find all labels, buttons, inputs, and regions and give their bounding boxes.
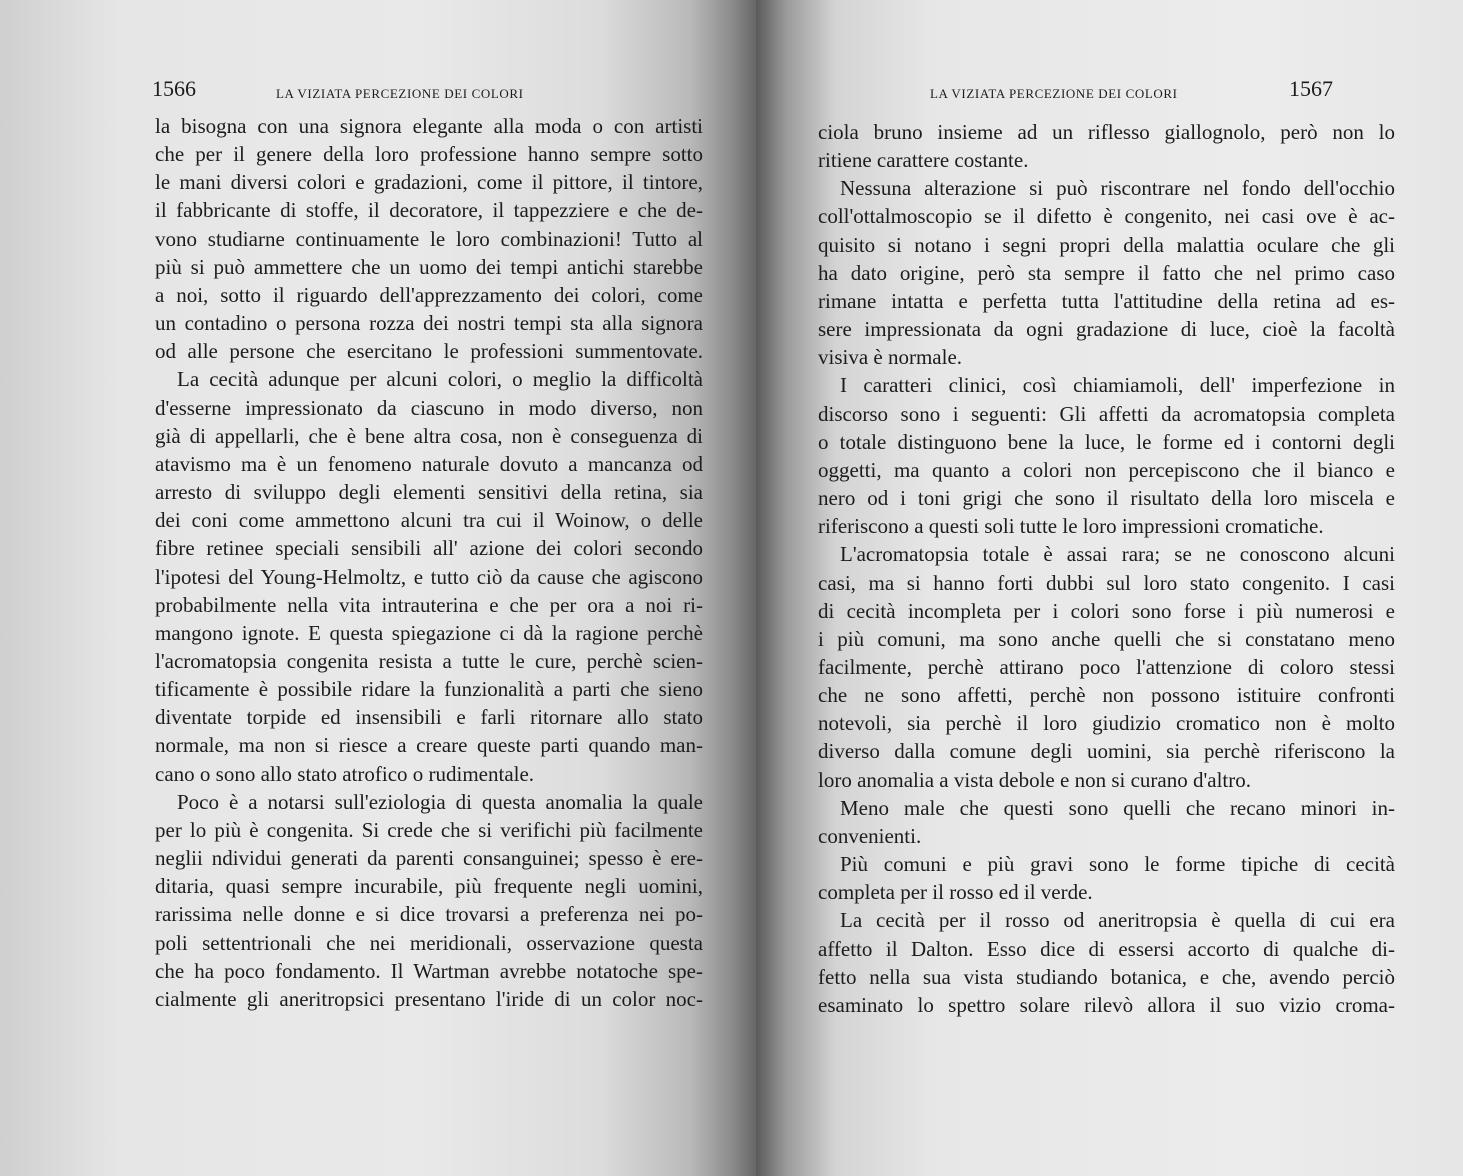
text-line: L'acromatopsia totale è assai rara; se ne conoscono alcuni <box>840 542 1395 567</box>
text-line: rarissima nelle donne e si dice trovarsi a preferenza nei po- <box>155 902 703 927</box>
page-number: 1567 <box>1289 76 1333 101</box>
text-line: riferiscono a questi soli tutte le loro impressioni cromatiche. <box>818 514 1324 539</box>
text-line: facilmente, perchè attirano poco l'attenzione di coloro stessi <box>818 654 1395 679</box>
text-line: già di appellarli, che è bene altra cosa, non è conseguenza di <box>155 423 703 448</box>
text-line: l'ipotesi del Young-Helmoltz, e tutto ciò da cause che agiscono <box>155 564 703 589</box>
running-title: LA VIZIATA PERCEZIONE DEI COLORI <box>930 86 1178 101</box>
text-line: Più comuni e più gravi sono le forme tipiche di cecità <box>840 852 1395 877</box>
text-line: od alle persone che esercitano le professioni summentovate. <box>155 339 703 364</box>
text-line: il fabbricante di stoffe, il decoratore, il tappezziere e che de- <box>155 198 703 223</box>
text-line: I caratteri clinici, così chiamiamoli, dell' imperfezione in <box>840 373 1395 398</box>
text-line: vono studiarne continuamente le loro combinazioni! Tutto al <box>155 226 703 251</box>
text-line: discorso sono i seguenti: Gli affetti da acromatopsia completa <box>818 401 1395 426</box>
text-line: notevoli, sia perchè il loro giudizio cromatico non è molto <box>818 711 1395 736</box>
text-line: neglii ndividui generati da parenti consanguinei; spesso è ere- <box>155 846 703 871</box>
text-line: cialmente gli aneritropsici presentano l'iride di un color noc- <box>155 986 703 1011</box>
text-line: un contadino o persona rozza dei nostri tempi sta alla signora <box>155 311 703 336</box>
text-line: normale, ma non si riesce a creare queste parti quando man- <box>155 733 703 758</box>
text-line: visiva è normale. <box>818 345 963 370</box>
text-line: completa per il rosso ed il verde. <box>818 880 1093 905</box>
text-line: La cecità per il rosso od aneritropsia è quella di cui era <box>840 908 1395 933</box>
text-line: d'esserne impressionato da ciascuno in modo diverso, non <box>155 395 703 420</box>
right-page <box>756 0 1463 1176</box>
text-line: l'acromatopsia congenita resista a tutte le cure, perchè scien- <box>155 648 703 673</box>
text-line: oggetti, ma quanto a colori non percepiscono che il bianco e <box>818 457 1395 482</box>
text-line: nero od i toni grigi che sono il risultato della loro miscela e <box>818 486 1395 511</box>
text-line: diventate torpide ed insensibili e farli ritornare allo stato <box>155 705 703 730</box>
text-line: ha dato origine, però sta sempre il fatto che nel primo caso <box>818 260 1395 285</box>
text-line: rimane intatta e perfetta tutta l'attitudine della retina ad es- <box>818 288 1395 313</box>
text-line: Nessuna alterazione si può riscontrare nel fondo dell'occhio <box>840 176 1395 201</box>
page-number: 1566 <box>152 76 196 101</box>
text-line: ciola bruno insieme ad un riflesso giallognolo, però non lo <box>818 120 1395 144</box>
text-line: convenienti. <box>818 823 922 848</box>
text-line: quisito si notano i segni propri della malattia oculare che gli <box>818 232 1395 257</box>
text-line: poli settentrionali che nei meridionali, osservazione questa <box>155 930 703 955</box>
text-line: Meno male che questi sono quelli che recano minori in- <box>840 795 1395 820</box>
text-line: le mani diversi colori e gradazioni, come il pittore, il tintore, <box>155 170 703 195</box>
text-line: a noi, sotto il riguardo dell'apprezzamento dei colori, come <box>155 282 703 307</box>
body-text <box>818 118 1395 1019</box>
text-line: la bisogna con una signora elegante alla moda o con artisti <box>155 114 703 138</box>
text-line: ritiene carattere costante. <box>818 148 1029 173</box>
body-text <box>155 112 703 1013</box>
text-line: arresto di sviluppo degli elementi sensitivi della retina, sia <box>155 480 703 505</box>
text-line: Poco è a notarsi sull'eziologia di questa anomalia la quale <box>177 789 703 814</box>
text-line: atavismo ma è un fenomeno naturale dovuto a mancanza od <box>155 451 703 476</box>
text-line: coll'ottalmoscopio se il difetto è congenito, nei casi ove è ac- <box>818 204 1395 229</box>
text-line: esaminato lo spettro solare rilevò allora il suo vizio croma- <box>818 992 1395 1017</box>
text-line: di cecità incompleta per i colori sono forse i più numerosi e <box>818 598 1395 623</box>
text-line: cano o sono allo stato atrofico o rudimentale. <box>155 761 535 786</box>
text-line: loro anomalia a vista debole e non si curano d'altro. <box>818 767 1251 792</box>
text-line: sere impressionata da ogni gradazione di luce, cioè la facoltà <box>818 317 1395 342</box>
text-line: per lo più è congenita. Si crede che si verifichi più facilmente <box>155 817 703 842</box>
text-line: fibre retinee speciali sensibili all' azione dei colori secondo <box>155 536 703 561</box>
running-title: LA VIZIATA PERCEZIONE DEI COLORI <box>276 86 524 101</box>
text-line: ditaria, quasi sempre incurabile, più frequente negli uomini, <box>155 874 703 899</box>
text-line: o totale distinguono bene la luce, le forme ed i contorni degli <box>818 429 1395 454</box>
text-line: tificamente è possibile ridare la funzionalità a parti che sieno <box>155 677 703 702</box>
text-line: i più comuni, ma sono anche quelli che si constatano meno <box>818 626 1395 651</box>
text-line: diverso dalla comune degli uomini, sia perchè riferiscono la <box>818 739 1395 764</box>
text-line: casi, ma si hanno forti dubbi sul loro stato congenito. I casi <box>818 570 1395 595</box>
text-line: fetto nella sua vista studiando botanica, e che, avendo perciò <box>818 964 1395 989</box>
text-line: che ha poco fondamento. Il Wartman avrebbe notatoche spe- <box>155 958 703 983</box>
text-line: affetto il Dalton. Esso dice di essersi accorto di qualche di- <box>818 936 1395 961</box>
text-line: più si può ammettere che un uomo dei tempi antichi starebbe <box>155 254 703 279</box>
text-line: probabilmente nella vita intrauterina e che per ora a noi ri- <box>155 592 703 617</box>
text-line: dei coni come ammettono alcuni tra cui il Woinow, o delle <box>155 508 703 533</box>
text-line: che ne sono affetti, perchè non possono istituire confronti <box>818 683 1395 708</box>
text-line: La cecità adunque per alcuni colori, o meglio la difficoltà <box>177 367 703 392</box>
text-line: che per il genere della loro professione hanno sempre sotto <box>155 142 703 167</box>
text-line: mangono ignote. E questa spiegazione ci dà la ragione perchè <box>155 620 703 645</box>
